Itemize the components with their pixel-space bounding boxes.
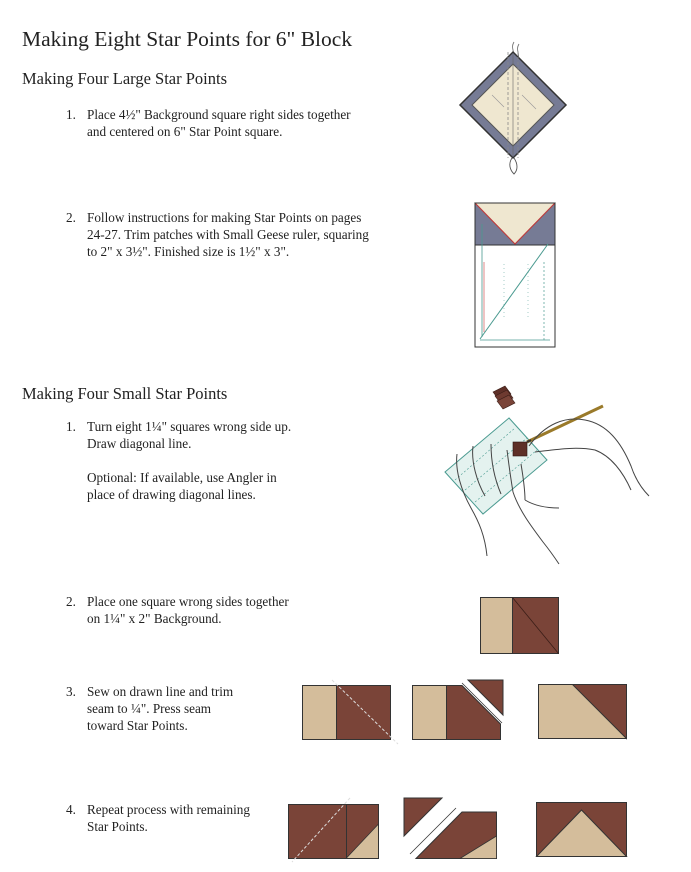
step-text-line: Draw diagonal line. — [87, 436, 192, 451]
step-text-line: Turn eight 1¼" squares wrong side up. — [87, 419, 292, 434]
section-heading-large-star-points: Making Four Large Star Points — [22, 69, 228, 88]
step-number: 1. — [66, 107, 76, 122]
step-text-line: seam to ¼". Press seam — [87, 701, 212, 716]
section-heading-small-star-points: Making Four Small Star Points — [22, 384, 228, 403]
step-note-line: place of drawing diagonal lines. — [87, 487, 256, 502]
step-number: 2. — [66, 594, 76, 609]
trim-seam-illustration — [412, 678, 508, 744]
step-text-line: Star Points. — [87, 819, 148, 834]
step-text-line: Place 4½" Background square right sides together — [87, 107, 351, 122]
step-text-line: and centered on 6" Star Point square. — [87, 124, 283, 139]
step-text-line: Place one square wrong sides together — [87, 594, 289, 609]
page-title: Making Eight Star Points for 6" Block — [22, 27, 353, 51]
square-on-background-illustration — [480, 597, 560, 655]
diamond-squares-illustration — [452, 40, 574, 180]
step-text-line: to 2" x 3½". Finished size is 1½" x 3". — [87, 244, 290, 259]
step-text-line: 24-27. Trim patches with Small Geese ruler, squaring — [87, 227, 369, 242]
step-text-line: toward Star Points. — [87, 718, 188, 733]
repeat-trim-illustration — [402, 796, 500, 862]
geese-ruler-illustration — [474, 202, 556, 348]
step-text-line: Follow instructions for making Star Points on pages — [87, 210, 362, 225]
finished-star-point-illustration — [536, 802, 628, 860]
step-note-line: Optional: If available, use Angler in — [87, 470, 277, 485]
step-number: 3. — [66, 684, 76, 699]
step-number: 4. — [66, 802, 76, 817]
step-text-line: Repeat process with remaining — [87, 802, 250, 817]
step-text-line: Sew on drawn line and trim — [87, 684, 234, 699]
sew-line-illustration — [302, 678, 402, 744]
step-number: 2. — [66, 210, 76, 225]
repeat-sew-illustration — [288, 796, 384, 862]
drawing-diagonal-hands-illustration — [435, 380, 655, 565]
step-text-line: on 1¼" x 2" Background. — [87, 611, 222, 626]
pressed-seam-illustration — [538, 684, 628, 742]
step-number: 1. — [66, 419, 76, 434]
